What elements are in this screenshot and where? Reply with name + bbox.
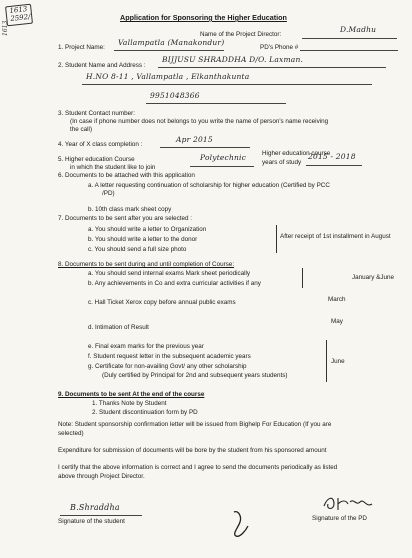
office-stamp: [5, 4, 33, 27]
item-8-june-brace: [326, 340, 327, 382]
pd-signature: [320, 492, 376, 514]
item-7-note: After receipt of 1st installment in August: [280, 233, 391, 240]
item-6a-2: /PD): [102, 190, 115, 197]
item-7-brace: [276, 225, 277, 253]
item-9: 9. Documents to be sent At the end of the course: [58, 391, 205, 398]
item-7c: c. You should send a full size photo: [88, 246, 187, 253]
item-8f: f. Student request letter in the subsequent academic years: [88, 353, 251, 360]
page-title: Application for Sponsoring the Higher Education: [120, 13, 287, 22]
project-director-value: D.Madhu: [340, 25, 377, 34]
year-x-value: Apr 2015: [176, 135, 213, 144]
item-8c: c. Hall Ticket Xerox copy before annual public exams: [88, 299, 236, 306]
item-8-brace: [302, 268, 303, 288]
item-8-note-june: June: [331, 358, 345, 365]
contact-value: 9951048366: [150, 91, 200, 100]
note-2: Expenditure for submission of documents will be bore by the student from his sponsored amount: [58, 447, 327, 454]
course-value: Polytechnic: [200, 153, 247, 162]
project-name-value: Vallampatla (Manakondur): [118, 38, 225, 47]
item-8-note-march: March: [328, 296, 346, 303]
course-label: 5. Higher education Course: [58, 156, 135, 163]
item-6b: b. 10th class mark sheet copy: [88, 206, 172, 213]
address-value: H.NO 8-11 , Vallampatla , Elkanthakunta: [86, 72, 250, 81]
item-8: 8. Documents to be sent during and until completion of Course:: [58, 261, 235, 268]
course-label-2: in which the student like to join: [70, 164, 156, 171]
item-6: 6. Documents to be attached with this application: [58, 172, 195, 179]
student-signature: B.Shraddha: [70, 503, 120, 512]
years-value: 2015 - 2018: [308, 152, 356, 161]
contact-note: (In case if phone number does not belongs to you write the name of person's name receiving: [70, 118, 329, 125]
pds-phone-label: PD's Phone #: [260, 44, 299, 51]
contact-note-2: the call): [70, 126, 93, 133]
margin-mark: 1613: [2, 20, 9, 36]
student-name-label: 2. Student Name and Address :: [58, 62, 146, 69]
certify-1: I certify that the above information is correct and I agree to send the documents periodically as listed: [58, 464, 338, 471]
item-8g: g. Certificate for non-availing Govt/ any other scholarship: [88, 363, 247, 370]
student-signature-label: Signature of the student: [58, 518, 125, 525]
years-label-2: years of study: [262, 159, 302, 166]
item-9-2: 2. Student discontinuation form by PD: [92, 409, 198, 416]
project-director-label: Name of the Project Director:: [200, 31, 282, 38]
contact-label: 3. Student Contact number:: [58, 110, 136, 117]
item-6a: a. A letter requesting continuation of scholarship for higher education (Certified by PCC: [88, 182, 330, 189]
item-8e: e. Final exam marks for the previous year: [88, 343, 204, 350]
student-name-value: BIJJUSU SHRADDHA D/O. Laxman.: [162, 55, 304, 64]
item-9-1: 1. Thanks Note by Student: [92, 400, 167, 407]
item-8-note-may: May: [331, 318, 343, 325]
item-7a: a. You should write a letter to Organization: [88, 226, 207, 233]
note-1: Note: Student sponsorship confirmation letter will be issued from Bighelp For Education (If you are: [58, 421, 332, 428]
year-x-label: 4. Year of X class completion :: [58, 141, 143, 148]
item-8-note-jan: January &June: [352, 274, 395, 281]
item-7: 7. Documents to be sent after you are selected :: [58, 215, 193, 222]
item-8g-2: (Duly certified by Principal for 2nd and subsequent years students): [102, 372, 288, 379]
pd-signature-label: Signature of the PD: [312, 515, 367, 522]
stamp-line-1: 1613: [9, 5, 28, 15]
project-name-label: 1. Project Name:: [58, 44, 105, 51]
stamp-line-2: 2592/: [9, 12, 31, 23]
years-label: Higher education course: [262, 150, 331, 157]
certify-2: above through Project Director.: [58, 473, 145, 480]
item-7b: b. You should write a letter to the donor: [88, 236, 198, 243]
note-1b: selected): [58, 430, 84, 437]
scribble-mark: [228, 508, 254, 540]
item-8a: a. You should send internal exams Mark sheet periodically: [88, 270, 251, 277]
item-8b: b. Any achievements in Co and extra curricular activities if any: [88, 280, 261, 287]
item-8d: d. Intimation of Result: [88, 324, 149, 331]
